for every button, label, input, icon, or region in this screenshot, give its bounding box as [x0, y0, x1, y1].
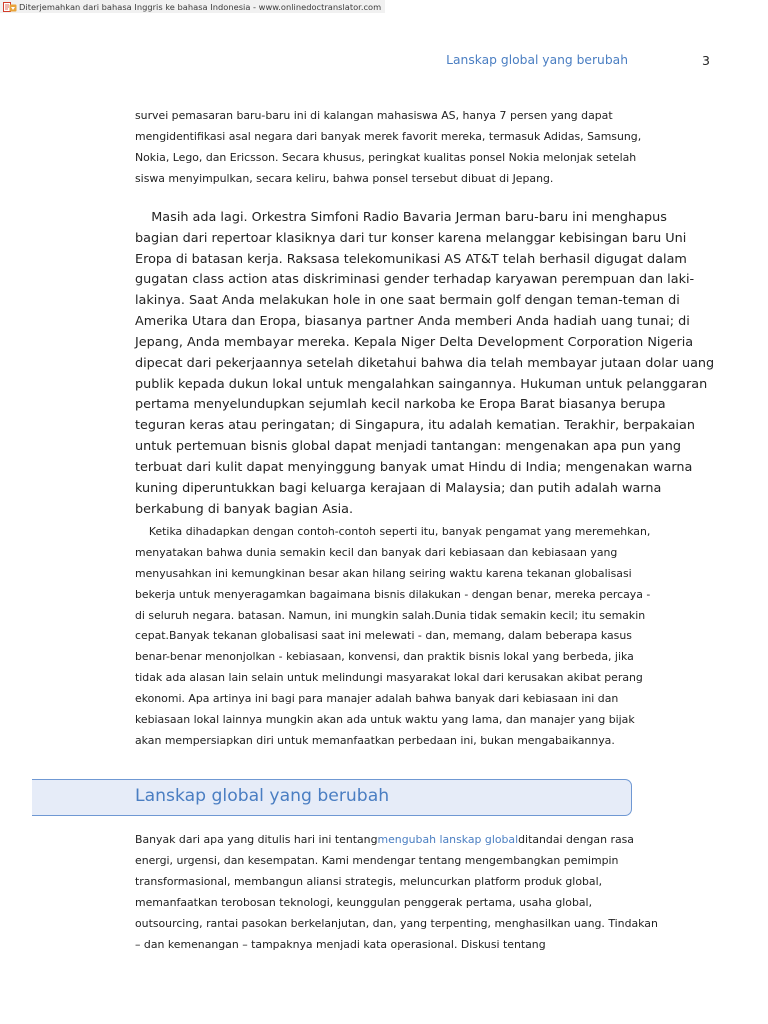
text-line: publik kepada dukun lokal untuk mengalahkan saingannya. Hukuman untuk pelanggaran: [135, 376, 708, 392]
text-line: energi, urgensi, dan kesempatan. Kami mendengar tentang mengembangkan pemimpin: [135, 853, 619, 867]
text-line: Jepang, Anda membayar mereka. Kepala Niger Delta Development Corporation Nigeria: [135, 334, 694, 350]
section-link[interactable]: mengubah lanskap global: [377, 833, 519, 846]
text-fragment: Banyak dari apa yang ditulis hari ini tentang: [135, 833, 378, 846]
text-line: transformasional, membangun aliansi strategis, meluncurkan platform produk global,: [135, 874, 603, 888]
text-line: kuning diperuntukkan bagi keluarga kerajaan di Malaysia; dan putih adalah warna: [135, 480, 662, 496]
text-line: bagian dari repertoar klasiknya dari tur konser karena melanggar kebisingan baru Uni: [135, 230, 687, 246]
text-line: tidak ada alasan lain selain untuk melindungi masyarakat lokal dari kerusakan akibat perang: [135, 671, 643, 685]
text-line: lakinya. Saat Anda melakukan hole in one saat bermain golf dengan teman-teman di: [135, 293, 680, 309]
text-line: akan mempersiapkan diri untuk memanfaatkan perbedaan ini, bukan mengabaikannya.: [135, 733, 615, 747]
text-line: Nokia, Lego, dan Ericsson. Secara khusus, peringkat kualitas ponsel Nokia melonjak setelah: [135, 150, 637, 164]
text-line: memanfaatkan terobosan teknologi, keunggulan penggerak pertama, usaha global,: [135, 895, 593, 909]
page-number: 3: [702, 53, 710, 68]
body-paragraph-1: [135, 106, 641, 190]
text-line: Ketika dihadapkan dengan contoh-contoh seperti itu, banyak pengamat yang meremehkan,: [135, 524, 651, 538]
translator-banner-text: Diterjemahkan dari bahasa Inggris ke bahasa Indonesia - www.onlinedoctranslator.com: [19, 1, 382, 12]
text-line: teguran keras atau peringatan; di Singapura, itu adalah kematian. Terakhir, berpakaian: [135, 418, 695, 434]
text-line: untuk pertemuan bisnis global dapat menjadi tantangan: mengenakan apa pun yang: [135, 439, 681, 455]
body-paragraph-3: [135, 501, 650, 752]
text-line: siswa menyimpulkan, secara keliru, bahwa ponsel tersebut dibuat di Jepang.: [135, 171, 554, 185]
text-line: Amerika Utara dan Eropa, biasanya partner Anda memberi Anda hadiah uang tunai; di: [135, 314, 690, 330]
text-line: menyusahkan ini kemungkinan besar akan hilang seiring waktu karena tekanan globalisasi: [135, 566, 632, 580]
text-line: survei pemasaran baru-baru ini di kalangan mahasiswa AS, hanya 7 persen yang dapat: [135, 109, 613, 122]
text-line: cepat.Banyak tekanan globalisasi saat ini melewati - dan, memang, dalam beberapa kasus: [135, 629, 632, 643]
text-line: di seluruh negara. batasan. Namun, ini mungkin salah.Dunia tidak semakin kecil; itu semakin: [135, 608, 646, 622]
text-line: – dan kemenangan – tampaknya menjadi kata operasional. Diskusi tentang: [135, 937, 546, 951]
text-line: benar-benar menonjolkan - kebiasaan, konvensi, dan praktik bisnis lokal yang berbeda, jika: [135, 650, 634, 664]
section-body-paragraph: [135, 830, 658, 955]
text-fragment: ditandai dengan rasa: [518, 833, 634, 846]
text-line: [135, 830, 658, 851]
pdf-document-icon: [3, 2, 17, 12]
text-line: gugatan class action atas diskriminasi gender terhadap karyawan perempuan dan laki-: [135, 272, 695, 288]
text-line: pertama menyelundupkan sejumlah kecil narkoba ke Eropa Barat biasanya berupa: [135, 397, 666, 413]
text-line: Eropa di batasan kerja. Raksasa telekomunikasi AS AT&T telah berhasil digugat dalam: [135, 251, 687, 267]
text-line: menyatakan bahwa dunia semakin kecil dan banyak dari kebiasaan dan kebiasaan yang: [135, 545, 618, 559]
running-header-title: Lanskap global yang berubah: [446, 53, 628, 67]
text-line: bekerja untuk menyeragamkan bagaimana bisnis dilakukan - dengan benar, mereka percaya -: [135, 587, 651, 601]
text-line: outsourcing, rantai pasokan berkelanjutan, dan, yang terpenting, menghasilkan uang. Tindakan: [135, 916, 658, 930]
translator-banner[interactable]: [0, 0, 385, 13]
section-heading: Lanskap global yang berubah: [135, 786, 390, 806]
text-line: kebiasaan lokal lainnya mungkin akan ada untuk waktu yang lama, dan manajer yang bijak: [135, 713, 635, 727]
text-line: terbuat dari kulit dapat menyinggung banyak umat Hindu di India; mengenakan warna: [135, 459, 693, 475]
body-paragraph-2: [135, 187, 714, 521]
text-line: ekonomi. Apa artinya ini bagi para manajer adalah bahwa banyak dari kebiasaan ini dan: [135, 692, 619, 706]
text-line: dipecat dari pekerjaannya setelah diketahui bahwa dia telah membayar jutaan dolar uang: [135, 355, 715, 371]
text-line: Masih ada lagi. Orkestra Simfoni Radio Bavaria Jerman baru-baru ini menghapus: [135, 209, 667, 225]
text-line: mengidentifikasi asal negara dari banyak merek favorit mereka, termasuk Adidas, Samsung,: [135, 129, 642, 143]
text-line: berkabung di banyak bagian Asia.: [135, 501, 354, 517]
